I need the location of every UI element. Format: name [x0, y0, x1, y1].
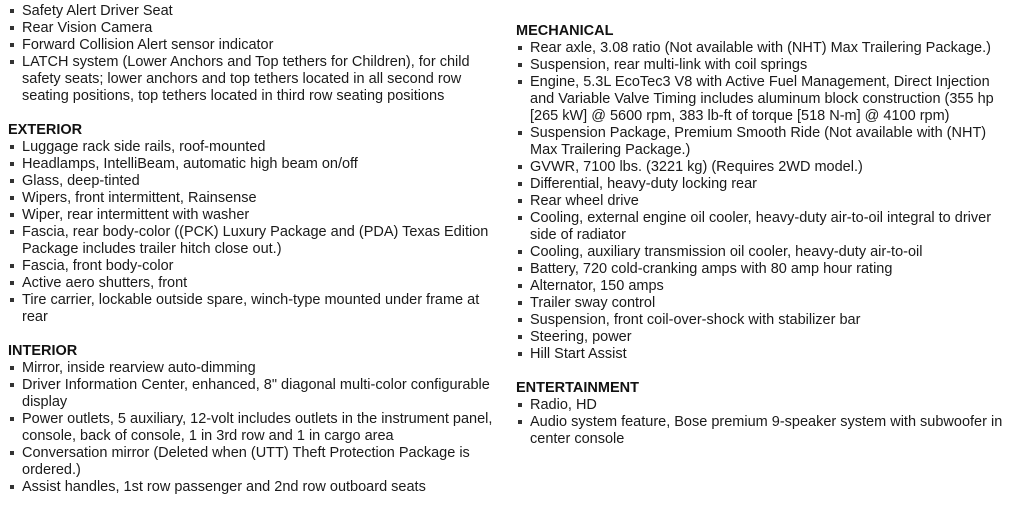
list-item: Suspension, rear multi-link with coil springs: [516, 57, 1016, 74]
interior-list: [8, 360, 500, 496]
interior-section: [8, 343, 500, 496]
list-item: Cooling, external engine oil cooler, heavy-duty air-to-oil integral to driver side of radiator: [516, 210, 1016, 244]
list-item: Conversation mirror (Deleted when (UTT) Theft Protection Package is ordered.): [8, 445, 500, 479]
list-item: Differential, heavy-duty locking rear: [516, 176, 1016, 193]
list-item: Safety Alert Driver Seat: [8, 3, 500, 20]
list-item: Alternator, 150 amps: [516, 278, 1016, 295]
list-item: Assist handles, 1st row passenger and 2nd row outboard seats: [8, 479, 500, 496]
exterior-list: [8, 139, 500, 326]
list-item: Luggage rack side rails, roof-mounted: [8, 139, 500, 156]
list-item: Audio system feature, Bose premium 9-speaker system with subwoofer in center console: [516, 414, 1016, 448]
list-item: Hill Start Assist: [516, 346, 1016, 363]
list-item: Tire carrier, lockable outside spare, winch-type mounted under frame at rear: [8, 292, 500, 326]
list-item: Cooling, auxiliary transmission oil cooler, heavy-duty air-to-oil: [516, 244, 1016, 261]
list-item: Wipers, front intermittent, Rainsense: [8, 190, 500, 207]
mechanical-section: [516, 23, 1016, 363]
list-item: Mirror, inside rearview auto-dimming: [8, 360, 500, 377]
mechanical-list: [516, 40, 1016, 363]
list-item: Engine, 5.3L EcoTec3 V8 with Active Fuel Management, Direct Injection and Variable Valve Timing includes aluminum block construction (355 hp [265 kW] @ 5600 rpm, 383 lb-ft of torque [518 N-m] @ 4100 rpm): [516, 74, 1016, 125]
safety-list: [8, 3, 500, 105]
entertainment-list: [516, 397, 1016, 448]
list-item: Rear Vision Camera: [8, 20, 500, 37]
entertainment-section: [516, 380, 1016, 448]
list-item: Glass, deep-tinted: [8, 173, 500, 190]
list-item: Active aero shutters, front: [8, 275, 500, 292]
right-column: [516, 0, 1016, 448]
interior-heading: INTERIOR: [8, 343, 78, 359]
list-item: Driver Information Center, enhanced, 8" diagonal multi-color configurable display: [8, 377, 500, 411]
list-item: Rear wheel drive: [516, 193, 1016, 210]
list-item: Suspension Package, Premium Smooth Ride (Not available with (NHT) Max Trailering Package.): [516, 125, 1016, 159]
list-item: Wiper, rear intermittent with washer: [8, 207, 500, 224]
list-item: Steering, power: [516, 329, 1016, 346]
list-item: Battery, 720 cold-cranking amps with 80 amp hour rating: [516, 261, 1016, 278]
mechanical-heading: MECHANICAL: [516, 23, 614, 39]
list-item: LATCH system (Lower Anchors and Top tethers for Children), for child safety seats; lower anchors and top tethers located in all second row seating positions, top tethers located in third row seating positions: [8, 54, 500, 105]
list-item: Trailer sway control: [516, 295, 1016, 312]
left-column: [8, 0, 500, 496]
list-item: Suspension, front coil-over-shock with stabilizer bar: [516, 312, 1016, 329]
entertainment-heading: ENTERTAINMENT: [516, 380, 639, 396]
list-item: Power outlets, 5 auxiliary, 12-volt includes outlets in the instrument panel, console, back of console, 1 in 3rd row and 1 in cargo area: [8, 411, 500, 445]
list-item: Headlamps, IntelliBeam, automatic high beam on/off: [8, 156, 500, 173]
list-item: Forward Collision Alert sensor indicator: [8, 37, 500, 54]
list-item: Rear axle, 3.08 ratio (Not available with (NHT) Max Trailering Package.): [516, 40, 1016, 57]
list-item: Fascia, rear body-color ((PCK) Luxury Package and (PDA) Texas Edition Package includes trailer hitch close out.): [8, 224, 500, 258]
exterior-section: [8, 122, 500, 326]
list-item: Radio, HD: [516, 397, 1016, 414]
list-item: GVWR, 7100 lbs. (3221 kg) (Requires 2WD model.): [516, 159, 1016, 176]
list-item: Fascia, front body-color: [8, 258, 500, 275]
exterior-heading: EXTERIOR: [8, 122, 83, 138]
